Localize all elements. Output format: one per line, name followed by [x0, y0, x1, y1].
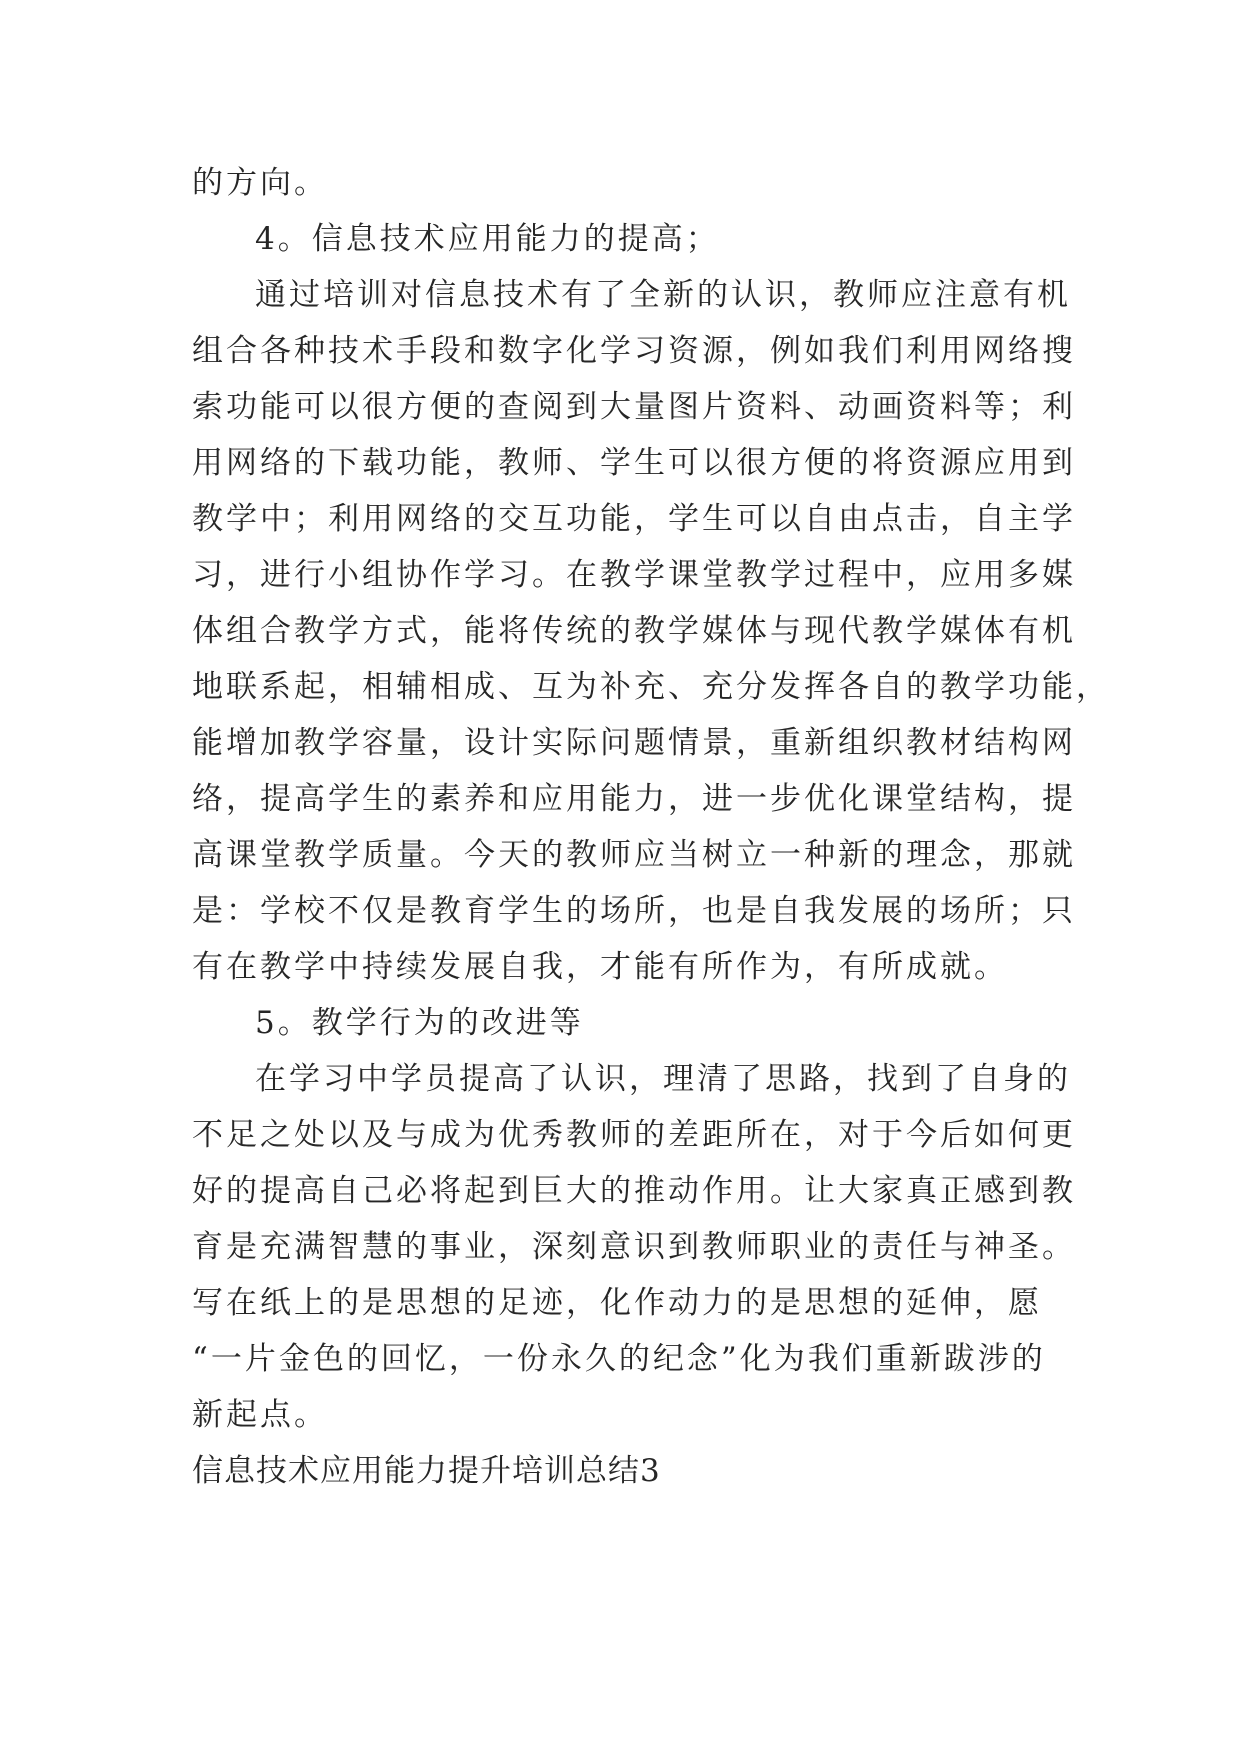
paragraph-line: 育是充满智慧的事业，深刻意识到教师职业的责任与神圣。 [192, 1229, 1076, 1265]
section-heading-5: 5。教学行为的改进等 [255, 1005, 584, 1041]
paragraph-line: 教学中；利用网络的交互功能，学生可以自由点击，自主学 [192, 501, 1076, 537]
paragraph-line: 索功能可以很方便的查阅到大量图片资料、动画资料等；利 [192, 389, 1076, 425]
paragraph-line: 新起点。 [192, 1397, 328, 1433]
paragraph-line: 的方向。 [192, 165, 328, 201]
paragraph-line: 用网络的下载功能，教师、学生可以很方便的将资源应用到 [192, 445, 1076, 481]
paragraph-line: 组合各种技术手段和数字化学习资源，例如我们利用网络搜 [192, 333, 1076, 369]
section-title: 信息技术应用能力提升培训总结3 [192, 1453, 661, 1489]
paragraph-line: 体组合教学方式，能将传统的教学媒体与现代教学媒体有机 [192, 613, 1076, 649]
paragraph-line: 高课堂教学质量。今天的教师应当树立一种新的理念，那就 [192, 837, 1076, 873]
paragraph-line: 能增加教学容量，设计实际问题情景，重新组织教材结构网 [192, 725, 1076, 761]
paragraph-line: 不足之处以及与成为优秀教师的差距所在，对于今后如何更 [192, 1117, 1076, 1153]
paragraph-line: 在学习中学员提高了认识，理清了思路，找到了自身的 [255, 1061, 1071, 1097]
section-heading-4: 4。信息技术应用能力的提高； [255, 221, 720, 257]
document-body [192, 155, 1110, 1499]
paragraph-line: 是：学校不仅是教育学生的场所，也是自我发展的场所；只 [192, 893, 1076, 929]
paragraph-line: “一片金色的回忆，一份永久的纪念”化为我们重新跋涉的 [192, 1341, 1046, 1377]
paragraph-line: 地联系起，相辅相成、互为补充、充分发挥各自的教学功能， [192, 669, 1110, 705]
paragraph-line: 络，提高学生的素养和应用能力，进一步优化课堂结构，提 [192, 781, 1076, 817]
paragraph-line: 习，进行小组协作学习。在教学课堂教学过程中，应用多媒 [192, 557, 1076, 593]
paragraph-line: 好的提高自己必将起到巨大的推动作用。让大家真正感到教 [192, 1173, 1076, 1209]
paragraph-line: 通过培训对信息技术有了全新的认识，教师应注意有机 [255, 277, 1071, 313]
paragraph-line: 写在纸上的是思想的足迹，化作动力的是思想的延伸，愿 [192, 1285, 1042, 1321]
paragraph-line: 有在教学中持续发展自我，才能有所作为，有所成就。 [192, 949, 1008, 985]
